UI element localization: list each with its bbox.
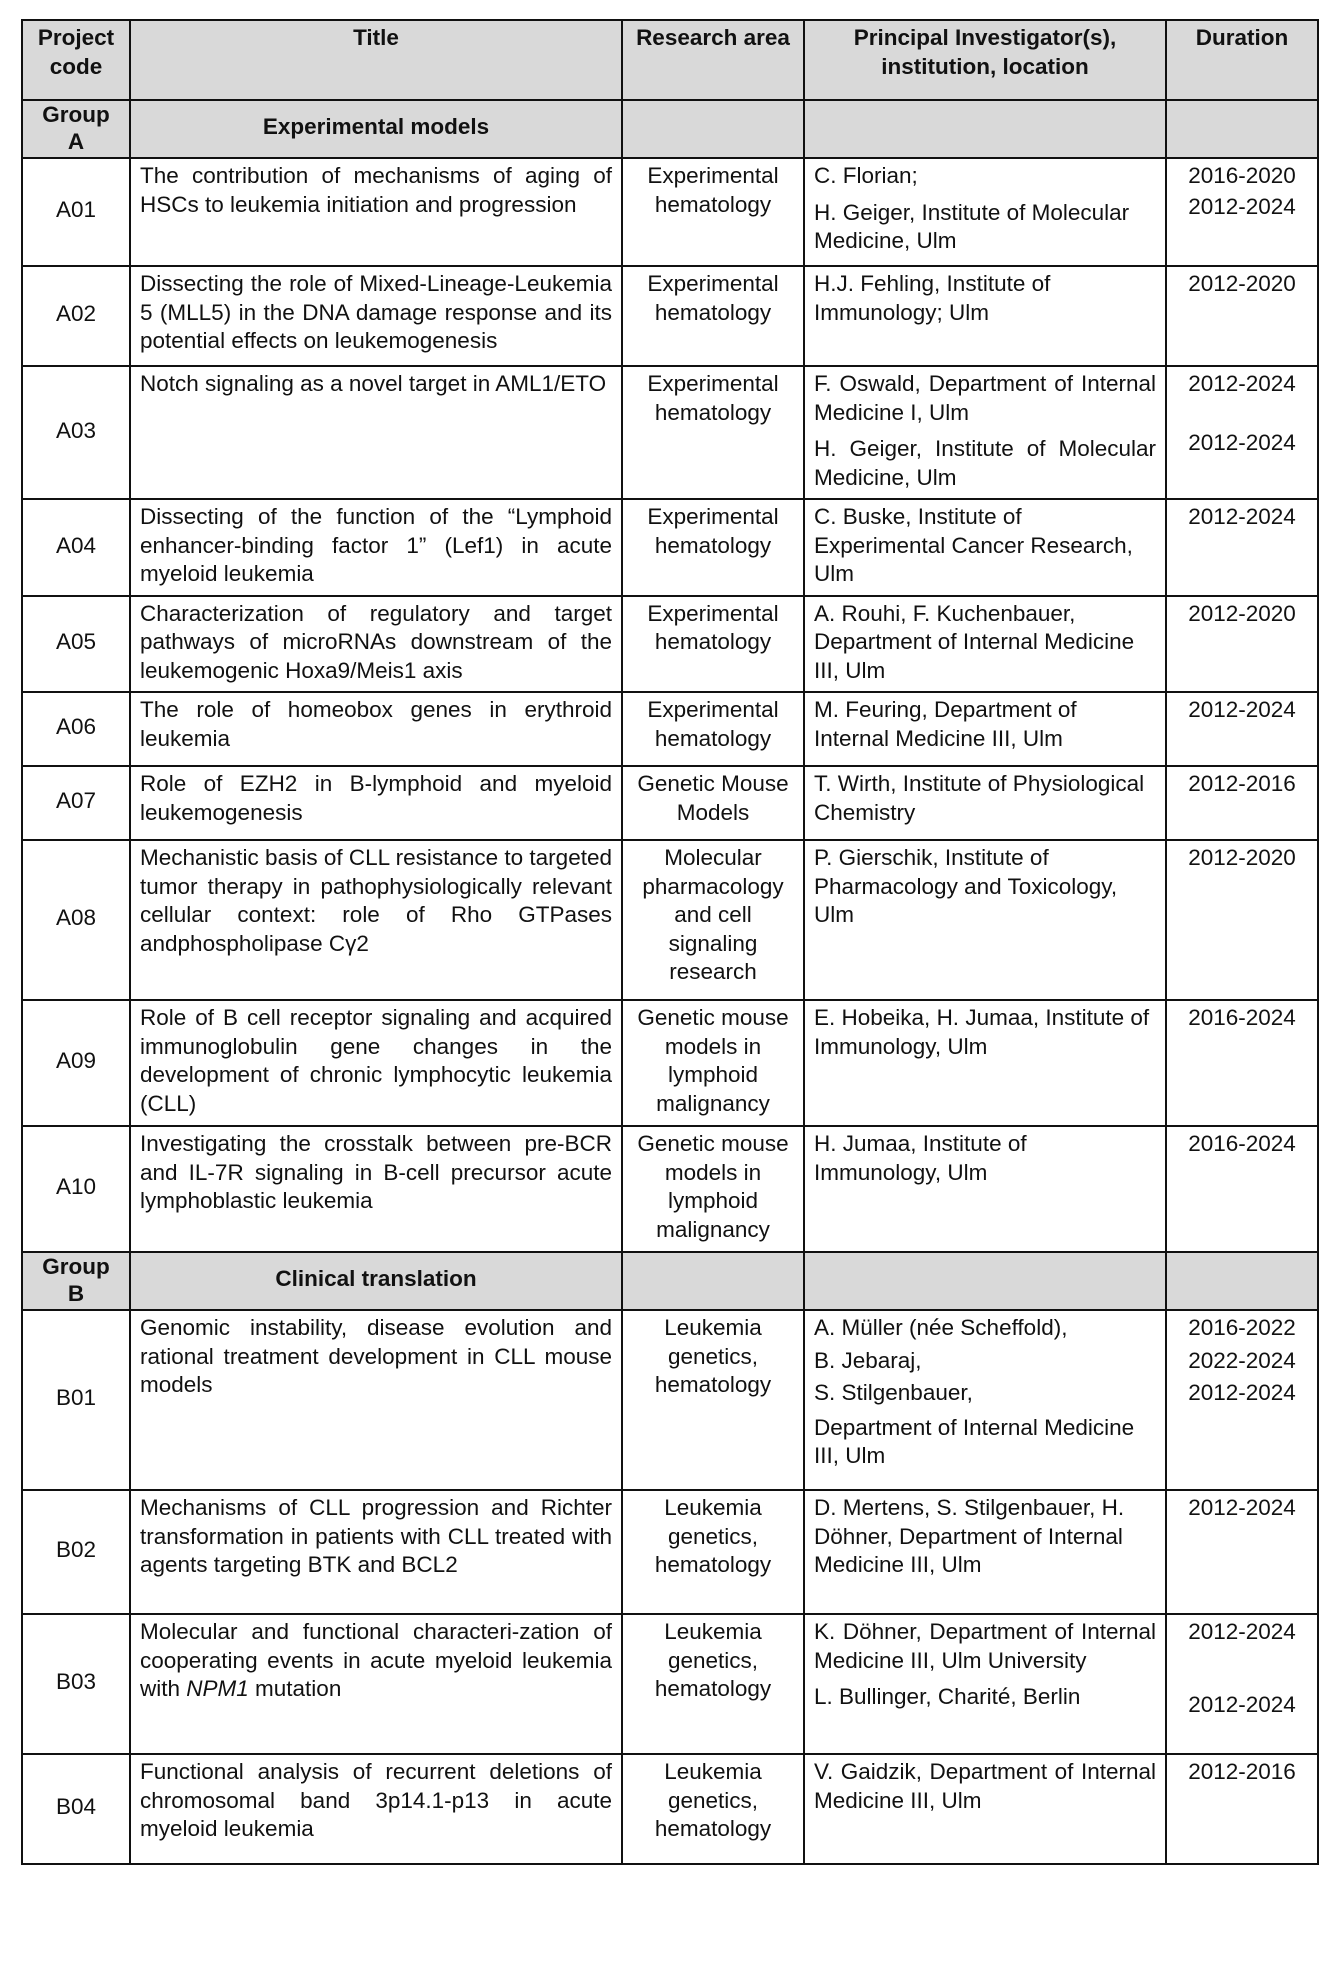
duration: 2012-2016 [1166, 766, 1318, 840]
project-code: A02 [22, 266, 130, 366]
project-code: A06 [22, 692, 130, 766]
research-area: Experimental hematology [622, 692, 804, 766]
table-row [22, 1126, 1318, 1252]
research-area: Genetic mouse models in lymphoid malignancy [622, 1000, 804, 1126]
principal-investigator: M. Feuring, Department of Internal Medicine III, Ulm [804, 692, 1166, 766]
research-area: Molecular pharmacology and cell signaling research [622, 840, 804, 1000]
header-pi: Principal Investigator(s), institution, location [804, 20, 1166, 100]
project-code: B01 [22, 1310, 130, 1490]
research-area: Leukemia genetics, hematology [622, 1754, 804, 1864]
duration: 2016-2024 [1166, 1126, 1318, 1252]
principal-investigator: E. Hobeika, H. Jumaa, Institute of Immunology, Ulm [804, 1000, 1166, 1126]
project-title: Mechanisms of CLL progression and Richter transformation in patients with CLL treated with agents targeting BTK and BCL2 [130, 1490, 622, 1614]
table-row [22, 766, 1318, 840]
project-title: Role of EZH2 in B-lymphoid and myeloid leukemogenesis [130, 766, 622, 840]
table-row [22, 366, 1318, 499]
research-area: Experimental hematology [622, 366, 804, 499]
project-code: A01 [22, 158, 130, 266]
project-table [21, 19, 1319, 1865]
project-title: Characterization of regulatory and target pathways of microRNAs downstream of the leukemogenic Hoxa9/Meis1 axis [130, 596, 622, 693]
project-title: The role of homeobox genes in erythroid leukemia [130, 692, 622, 766]
header-duration: Duration [1166, 20, 1318, 100]
research-area: Leukemia genetics, hematology [622, 1310, 804, 1490]
principal-investigator: T. Wirth, Institute of Physiological Chemistry [804, 766, 1166, 840]
principal-investigator: A. Müller (née Scheffold), B. Jebaraj, S. Stilgenbauer, Department of Internal Medicine III, Ulm [804, 1310, 1166, 1490]
project-title: Mechanistic basis of CLL resistance to targeted tumor therapy in pathophysiologically relevant cellular context: role of Rho GTPases andphospholipase Cγ2 [130, 840, 622, 1000]
table-row [22, 1754, 1318, 1864]
duration: 2012-2020 [1166, 596, 1318, 693]
project-title: Functional analysis of recurrent deletions of chromosomal band 3p14.1-p13 in acute myeloid leukemia [130, 1754, 622, 1864]
table-row [22, 1310, 1318, 1490]
project-code: B03 [22, 1614, 130, 1754]
project-code: A09 [22, 1000, 130, 1126]
table-row [22, 266, 1318, 366]
project-title: Role of B cell receptor signaling and acquired immunoglobulin gene changes in the development of chronic lymphocytic leukemia (CLL) [130, 1000, 622, 1126]
duration: 2012-2024 [1166, 499, 1318, 596]
header-code: Project code [22, 20, 130, 100]
table-row [22, 158, 1318, 266]
project-code: B02 [22, 1490, 130, 1614]
group-code: Group B [22, 1252, 130, 1310]
project-code: A07 [22, 766, 130, 840]
principal-investigator: K. Döhner, Department of Internal Medicine III, Ulm University L. Bullinger, Charité, Berlin [804, 1614, 1166, 1754]
project-title: Genomic instability, disease evolution and rational treatment development in CLL mouse models [130, 1310, 622, 1490]
research-area: Leukemia genetics, hematology [622, 1614, 804, 1754]
table-row [22, 840, 1318, 1000]
research-area: Genetic mouse models in lymphoid malignancy [622, 1126, 804, 1252]
project-code: A04 [22, 499, 130, 596]
table-row [22, 596, 1318, 693]
research-area: Experimental hematology [622, 266, 804, 366]
principal-investigator: H.J. Fehling, Institute of Immunology; Ulm [804, 266, 1166, 366]
research-area: Leukemia genetics, hematology [622, 1490, 804, 1614]
project-title: Dissecting of the function of the “Lymphoid enhancer-binding factor 1” (Lef1) in acute myeloid leukemia [130, 499, 622, 596]
header-title: Title [130, 20, 622, 100]
duration: 2016-2020 2012-2024 [1166, 158, 1318, 266]
duration: 2012-2024 2012-2024 [1166, 366, 1318, 499]
principal-investigator: D. Mertens, S. Stilgenbauer, H. Döhner, Department of Internal Medicine III, Ulm [804, 1490, 1166, 1614]
project-code: A10 [22, 1126, 130, 1252]
table-row [22, 1614, 1318, 1754]
duration: 2012-2016 [1166, 1754, 1318, 1864]
research-area: Genetic Mouse Models [622, 766, 804, 840]
project-code: A03 [22, 366, 130, 499]
group-code: Group A [22, 100, 130, 158]
principal-investigator: C. Buske, Institute of Experimental Cancer Research, Ulm [804, 499, 1166, 596]
group-title: Clinical translation [130, 1252, 622, 1310]
duration: 2012-2024 [1166, 1490, 1318, 1614]
principal-investigator: H. Jumaa, Institute of Immunology, Ulm [804, 1126, 1166, 1252]
project-code: A05 [22, 596, 130, 693]
principal-investigator: V. Gaidzik, Department of Internal Medicine III, Ulm [804, 1754, 1166, 1864]
principal-investigator: C. Florian; H. Geiger, Institute of Molecular Medicine, Ulm [804, 158, 1166, 266]
principal-investigator: A. Rouhi, F. Kuchenbauer, Department of Internal Medicine III, Ulm [804, 596, 1166, 693]
research-area: Experimental hematology [622, 158, 804, 266]
duration: 2012-2020 [1166, 840, 1318, 1000]
table-row [22, 1000, 1318, 1126]
principal-investigator: F. Oswald, Department of Internal Medicine I, Ulm H. Geiger, Institute of Molecular Medicine, Ulm [804, 366, 1166, 499]
duration: 2012-2024 [1166, 692, 1318, 766]
group-title: Experimental models [130, 100, 622, 158]
table-row [22, 1490, 1318, 1614]
group-row-a [22, 100, 1318, 158]
header-area: Research area [622, 20, 804, 100]
project-title: The contribution of mechanisms of aging of HSCs to leukemia initiation and progression [130, 158, 622, 266]
duration: 2012-2020 [1166, 266, 1318, 366]
project-title: Molecular and functional characteri-zation of cooperating events in acute myeloid leukemia with NPM1 mutation [130, 1614, 622, 1754]
header-row [22, 20, 1318, 100]
research-area: Experimental hematology [622, 596, 804, 693]
project-code: A08 [22, 840, 130, 1000]
project-title: Investigating the crosstalk between pre-BCR and IL-7R signaling in B-cell precursor acute lymphoblastic leukemia [130, 1126, 622, 1252]
duration: 2016-2024 [1166, 1000, 1318, 1126]
project-code: B04 [22, 1754, 130, 1864]
project-title: Dissecting the role of Mixed-Lineage-Leukemia 5 (MLL5) in the DNA damage response and its potential effects on leukemogenesis [130, 266, 622, 366]
table-row [22, 692, 1318, 766]
project-title: Notch signaling as a novel target in AML1/ETO [130, 366, 622, 499]
research-area: Experimental hematology [622, 499, 804, 596]
group-row-b [22, 1252, 1318, 1310]
duration: 2016-2022 2022-2024 2012-2024 [1166, 1310, 1318, 1490]
principal-investigator: P. Gierschik, Institute of Pharmacology and Toxicology, Ulm [804, 840, 1166, 1000]
table-row [22, 499, 1318, 596]
duration: 2012-2024 2012-2024 [1166, 1614, 1318, 1754]
